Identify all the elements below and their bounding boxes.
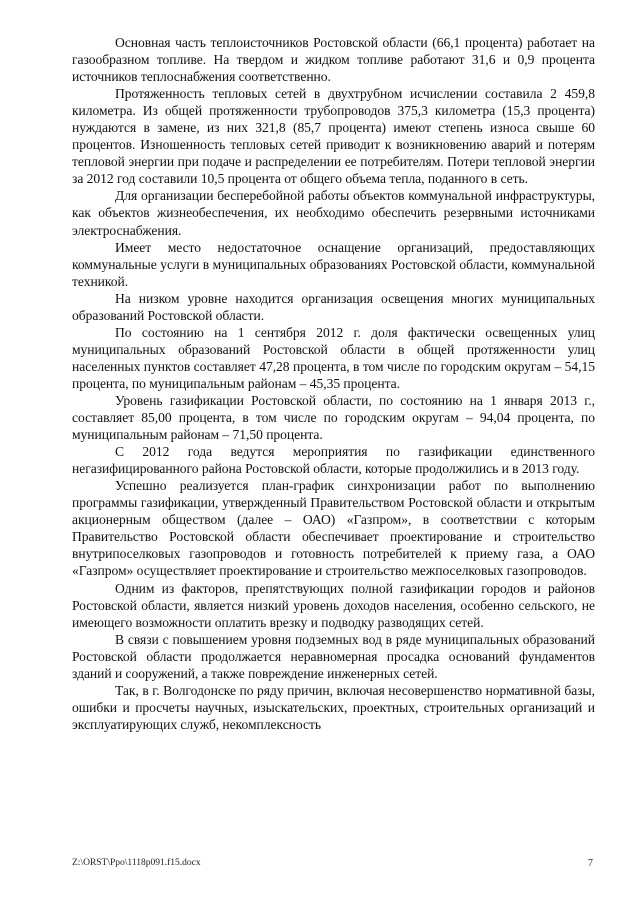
paragraph-8: С 2012 года ведутся мероприятия по газификации единственного негазифицированного района Ростовской области, которые продолжились и в 2013 году. <box>72 444 595 477</box>
paragraph-10: Одним из факторов, препятствующих полной газификации городов и районов Ростовской области, является низкий уровень доходов населения, особенно сельского, не имеющего возможности оплатить врезку и подводку разводящих сетей. <box>72 580 595 630</box>
paragraph-6: По состоянию на 1 сентября 2012 г. доля фактически освещенных улиц муниципальных образований Ростовской области в общей протяженности улиц населенных пунктов составляет 47,28 процента, в том числе по городским округам – 54,15 процента, по муниципальным районам – 45,35 процента. <box>72 324 595 391</box>
footer-file-path: Z:\ORST\Ppo\1118p091.f15.docx <box>72 858 201 868</box>
document-body <box>72 34 595 733</box>
paragraph-9: Успешно реализуется план-график синхронизации работ по выполнению программы газификации, утвержденный Правительством Ростовской области и открытым акционерным обществом (далее – ОАО) «Газпром», в соответствии с которым Правительство Ростовской области обеспечивает проектирование и строительство внутрипоселковых газопроводов и готовность потребителей к приему газа, а ОАО «Газпром» осуществляет проектирование и строительство межпоселковых газопроводов. <box>72 478 595 579</box>
paragraph-11: В связи с повышением уровня подземных вод в ряде муниципальных образований Ростовской области продолжается неравномерная просадка оснований фундаментов зданий и сооружений, а также повреждение инженерных сетей. <box>72 631 595 681</box>
page-number: 7 <box>588 858 593 869</box>
paragraph-7: Уровень газификации Ростовской области, по состоянию на 1 января 2013 г., составляет 85,00 процента, в том числе по городским округам – 94,04 процента, по муниципальным районам – 71,50 процента. <box>72 392 595 443</box>
paragraph-1: Основная часть теплоисточников Ростовской области (66,1 процента) работает на газообразном топливе. На твердом и жидком топливе работают 31,6 и 0,9 процента источников теплоснабжения соответственно. <box>72 35 595 85</box>
paragraph-3: Для организации бесперебойной работы объектов коммунальной инфраструктуры, как объектов жизнеобеспечения, их необходимо обеспечить резервными источниками электроснабжения. <box>72 188 595 238</box>
paragraph-12: Так, в г. Волгодонске по ряду причин, включая несовершенство нормативной базы, ошибки и просчеты научных, изыскательских, проектных, строительных организаций и эксплуатирующих служб, некомплексность <box>72 682 595 732</box>
paragraph-2: Протяженность тепловых сетей в двухтрубном исчислении составила 2 459,8 километра. Из общей протяженности трубопроводов 375,3 километра (15,3 процента) нуждаются в замене, из них 321,8 (85,7 процента) имеют степень износа свыше 60 процентов. Изношенность тепловых сетей приводит к возникновению аварий и потерям тепловой энергии при подаче и распределении ее потребителям. Потери тепловой энергии за 2012 год составили 10,5 процента от общего объема тепла, поданного в сеть. <box>72 86 595 187</box>
paragraph-4: Имеет место недостаточное оснащение организаций, предоставляющих коммунальные услуги в муниципальных образованиях Ростовской области, коммунальной техникой. <box>72 239 595 289</box>
paragraph-5: На низком уровне находится организация освещения многих муниципальных образований Ростовской области. <box>72 290 595 323</box>
